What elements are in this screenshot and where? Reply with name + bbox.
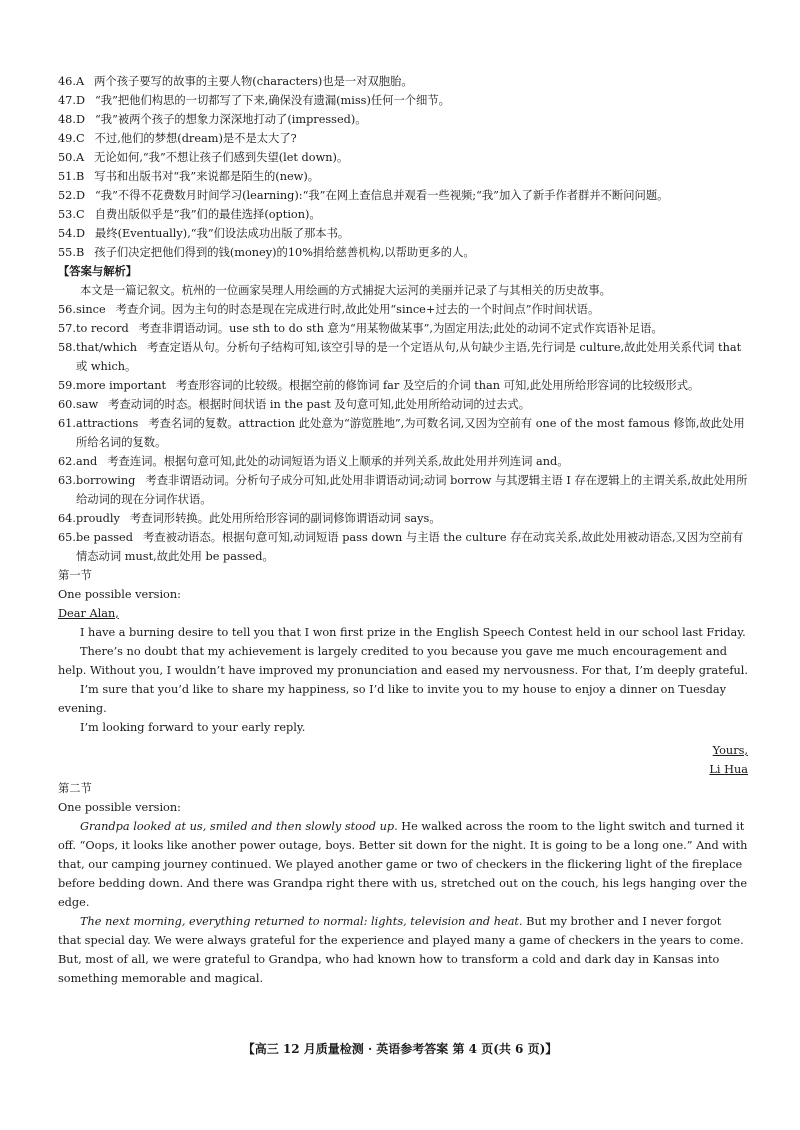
answer-key: to record: [75, 322, 129, 335]
answer-key: more important: [75, 379, 167, 392]
answer-explanation: 不过,他们的梦想(dream)是不是太大了?: [94, 132, 297, 145]
letter-signature: Li Hua: [709, 763, 748, 776]
answer-explanation: 考查被动语态。根据句意可知,动词短语 pass down 与主语 the culture 存在动宾关系,故此处用被动语态,又因为空前有情态动词 must,故此处用 be passed。: [76, 531, 744, 563]
cloze-answer-row: [58, 91, 748, 110]
answer-key: 53.C: [58, 208, 85, 221]
answer-key: that/which: [75, 341, 138, 354]
part2-version: One possible version:: [58, 801, 181, 814]
letter-paragraph: I’m looking forward to your early reply.: [80, 721, 306, 734]
answer-explanation: 考查非谓语动词。use sth to do sth 意为“用某物做某事”,为固定用法;此处的动词不定式作宾语补足语。: [138, 322, 663, 335]
grammar-answers: [58, 300, 748, 566]
essay-paragraph-2: The next morning, everything returned to normal: lights, television and heat. But my brother and I never forgot that special day. We were always grateful for the experience and played many a game of checkers in the years to come. But, most of all, we were grateful to Grandpa, who had known how to transform a cold and dark day in Kansas into something memorable and magical.: [58, 915, 744, 985]
cloze-answers: [58, 72, 748, 262]
answer-explanation: 考查动词的时态。根据时间状语 in the past 及句意可知,此处用所给动词的过去式。: [108, 398, 531, 411]
answer-key: 47.D: [58, 94, 86, 107]
essay-paragraph-1: Grandpa looked at us, smiled and then slowly stood up. He walked across the room to the light switch and turned it off. “Oops, it looks like another power outage, boys. Better sit down for the night. It is going to be a long one.” And with that, our camping journey continued. We played another game or two of checkers in the flickering light of the fireplace before bedding down. And there was Grandpa right there with us, stretched out on the couch, his legs hanging over the edge.: [58, 820, 748, 909]
answer-number: 58.: [58, 341, 76, 354]
answer-key: 51.B: [58, 170, 85, 183]
letter-greeting: Dear Alan,: [58, 607, 119, 620]
answer-number: 61.: [58, 417, 76, 430]
cloze-answer-row: [58, 186, 748, 205]
answer-key: 48.D: [58, 113, 86, 126]
part2-label: 第二节: [58, 782, 92, 795]
answer-key: 49.C: [58, 132, 85, 145]
letter-paragraph: I have a burning desire to tell you that I won first prize in the English Speech Contest held in our school last Friday.: [80, 626, 746, 639]
answer-number: 63.: [58, 474, 76, 487]
grammar-answer-row: [58, 414, 748, 452]
answer-explanation: 孩子们决定把他们得到的钱(money)的10%捐给慈善机构,以帮助更多的人。: [94, 246, 475, 259]
answer-explanation: “我”被两个孩子的想象力深深地打动了(impressed)。: [95, 113, 367, 126]
grammar-answer-row: [58, 528, 748, 566]
answer-key: since: [75, 303, 106, 316]
grammar-answer-row: [58, 376, 748, 395]
answer-explanation: 考查词形转换。此处用所给形容词的副词修饰谓语动词 says。: [129, 512, 441, 525]
answer-number: 60.: [58, 398, 76, 411]
answer-explanation: 最终(Eventually),“我”们设法成功出版了那本书。: [95, 227, 350, 240]
grammar-answer-row: [58, 452, 748, 471]
cloze-answer-row: [58, 72, 748, 91]
answer-explanation: 考查名词的复数。attraction 此处意为“游览胜地”,为可数名词,又因为空前有 one of the most famous 修饰,故此处用所给名词的复数。: [76, 417, 745, 449]
grammar-answer-row: [58, 395, 748, 414]
answer-key: borrowing: [75, 474, 136, 487]
letter-paragraph: There’s no doubt that my achievement is largely credited to you because you gave me much encouragement and help. Without you, I wouldn’t have improved my pronunciation and eased my nervousness. For that, I’m deeply grateful.: [58, 645, 748, 677]
letter-paragraph: I’m sure that you’d like to share my happiness, so I’d like to invite you to my house to enjoy a dinner on Tuesday evening.: [58, 683, 726, 715]
answer-explanation: “我”不得不花费数月时间学习(learning):“我”在网上查信息并观看一些视频;“我”加入了新手作者群并不断问问题。: [95, 189, 669, 202]
answer-number: 64.: [58, 512, 76, 525]
answer-key: 54.D: [58, 227, 86, 240]
cloze-answer-row: [58, 167, 748, 186]
answer-explanation: 考查形容词的比较级。根据空前的修饰词 far 及空后的介词 than 可知,此处用所给形容词的比较级形式。: [176, 379, 700, 392]
answer-explanation: 自费出版似乎是“我”们的最佳选择(option)。: [94, 208, 321, 221]
answer-number: 59.: [58, 379, 76, 392]
answer-explanation: 无论如何,“我”不想让孩子们感到失望(let down)。: [94, 151, 349, 164]
answer-key: proudly: [75, 512, 120, 525]
answer-key: attractions: [75, 417, 139, 430]
answer-key: 46.A: [58, 75, 85, 88]
answer-explanation: 考查定语从句。分析句子结构可知,该空引导的是一个定语从句,从句缺少主语,先行词是 culture,故此处用关系代词 that 或 which。: [76, 341, 742, 373]
answer-explanation: 考查介词。因为主句的时态是现在完成进行时,故此处用“since+过去的一个时间点”作时间状语。: [115, 303, 600, 316]
answer-explanation: “我”把他们构思的一切都写了下来,确保没有遗漏(miss)任何一个细节。: [95, 94, 450, 107]
answer-key: saw: [75, 398, 99, 411]
answer-explanation: 写书和出版书对“我”来说都是陌生的(new)。: [94, 170, 320, 183]
grammar-answer-row: [58, 300, 748, 319]
letter-closing: Yours,: [712, 744, 748, 757]
answer-key: be passed: [75, 531, 133, 544]
grammar-answer-row: [58, 319, 748, 338]
cloze-answer-row: [58, 243, 748, 262]
continuation-essay: [58, 817, 748, 988]
answer-key: and: [75, 455, 98, 468]
page-footer: 【高三 12 月质量检测 · 英语参考答案 第 4 页(共 6 页)】: [242, 1042, 558, 1056]
answer-number: 57.: [58, 322, 76, 335]
cloze-answer-row: [58, 205, 748, 224]
paragraph-lead: Grandpa looked at us, smiled and then slowly stood up.: [80, 820, 398, 833]
answer-number: 62.: [58, 455, 76, 468]
cloze-answer-row: [58, 129, 748, 148]
letter-body: [58, 623, 748, 737]
answer-explanation: 考查非谓语动词。分析句子成分可知,此处用非谓语动词;动词 borrow 与其逻辑主语 I 存在逻辑上的主谓关系,故此处用所给动词的现在分词作状语。: [76, 474, 748, 506]
part1-version: One possible version:: [58, 588, 181, 601]
part1-label: 第一节: [58, 569, 92, 582]
answer-number: 56.: [58, 303, 76, 316]
paragraph-lead: The next morning, everything returned to normal: lights, television and heat.: [80, 915, 523, 928]
cloze-answer-row: [58, 224, 748, 243]
answer-key: 52.D: [58, 189, 86, 202]
section-heading: 【答案与解析】: [58, 264, 138, 278]
answer-key: 50.A: [58, 151, 85, 164]
grammar-answer-row: [58, 338, 748, 376]
answer-explanation: 两个孩子要写的故事的主要人物(characters)也是一对双胞胎。: [94, 75, 413, 88]
grammar-answer-row: [58, 509, 748, 528]
answer-page: [58, 72, 748, 988]
cloze-answer-row: [58, 110, 748, 129]
passage-intro: 本文是一篇记叙文。杭州的一位画家吴理人用绘画的方式捕捉大运河的美丽并记录了与其相关的历史故事。: [80, 284, 611, 297]
grammar-answer-row: [58, 471, 748, 509]
answer-key: 55.B: [58, 246, 85, 259]
cloze-answer-row: [58, 148, 748, 167]
answer-number: 65.: [58, 531, 76, 544]
answer-explanation: 考查连词。根据句意可知,此处的动词短语为语义上顺承的并列关系,故此处用并列连词 and。: [107, 455, 569, 468]
